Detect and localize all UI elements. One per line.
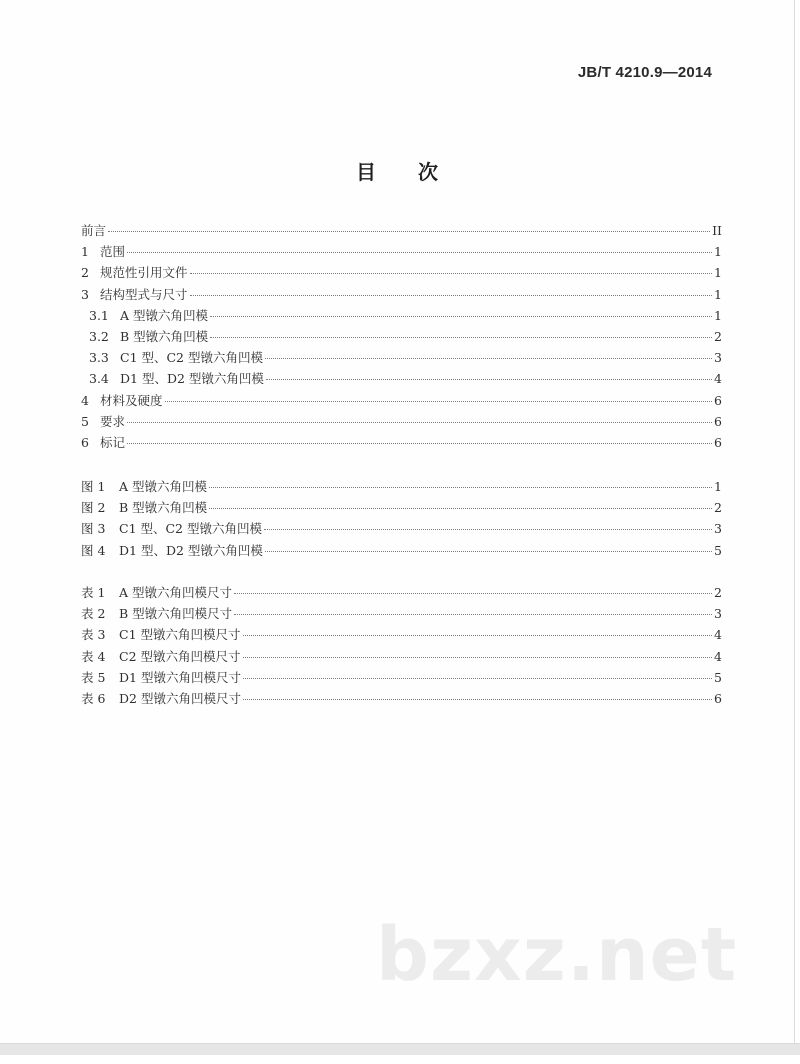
table-entry[interactable] xyxy=(81,667,722,688)
dot-leader xyxy=(210,337,712,338)
figure-entry[interactable] xyxy=(81,476,722,497)
toc-number: 3.2 xyxy=(89,328,109,344)
table-number: 表 4 xyxy=(81,648,106,664)
toc-entry[interactable] xyxy=(81,432,722,453)
dot-leader xyxy=(234,593,712,594)
dot-leader xyxy=(243,678,712,679)
dot-leader xyxy=(243,657,713,658)
toc-number: 3.4 xyxy=(89,371,109,387)
toc-page-number: 1 xyxy=(714,244,722,260)
dot-leader xyxy=(265,551,712,552)
table-entry[interactable] xyxy=(81,582,722,603)
toc-label: 标记 xyxy=(100,434,126,450)
toc-number: 6 xyxy=(81,434,89,450)
table-number: 表 5 xyxy=(81,669,106,685)
toc-label: 材料及硬度 xyxy=(100,392,163,408)
dot-leader xyxy=(108,231,710,232)
table-page-number: 3 xyxy=(714,606,722,622)
figure-entry[interactable] xyxy=(81,518,722,539)
toc-number: 4 xyxy=(81,392,89,408)
title-char-2: 次 xyxy=(418,160,438,184)
table-page-number: 4 xyxy=(714,648,722,664)
toc-entry[interactable] xyxy=(81,390,722,411)
table-label: C2 型镦六角凹模尺寸 xyxy=(119,648,241,664)
toc-page-number: 6 xyxy=(714,392,722,408)
toc-number: 3.3 xyxy=(89,350,109,366)
table-entry[interactable] xyxy=(81,646,722,667)
table-page-number: 6 xyxy=(714,690,722,706)
dot-leader xyxy=(127,252,712,253)
dot-leader xyxy=(243,635,713,636)
title-char-1: 目 xyxy=(356,160,376,184)
table-number: 表 2 xyxy=(81,606,106,622)
toc-page-number: 1 xyxy=(714,265,722,281)
toc-page-number: 6 xyxy=(714,434,722,450)
toc-label: 结构型式与尺寸 xyxy=(100,286,188,302)
table-label: C1 型镦六角凹模尺寸 xyxy=(119,627,241,643)
table-label: B 型镦六角凹模尺寸 xyxy=(119,606,233,622)
figures-list xyxy=(81,476,722,561)
dot-leader xyxy=(209,487,712,488)
table-entry[interactable] xyxy=(81,603,722,624)
toc-page-number: 1 xyxy=(714,307,722,323)
toc-entry[interactable] xyxy=(81,411,722,432)
toc-number: 1 xyxy=(81,244,89,260)
toc-subentry[interactable] xyxy=(81,347,722,368)
toc-page-number: 3 xyxy=(714,350,722,366)
toc-entry-foreword[interactable] xyxy=(81,220,722,241)
toc-label: 规范性引用文件 xyxy=(100,265,188,281)
toc-page-number: 6 xyxy=(714,413,722,429)
toc-page-number: 1 xyxy=(714,286,722,302)
figure-number: 图 4 xyxy=(81,542,106,558)
dot-leader xyxy=(127,443,712,444)
page-title xyxy=(356,156,438,185)
figure-label: D1 型、D2 型镦六角凹模 xyxy=(119,542,263,558)
table-page-number: 2 xyxy=(714,585,722,600)
toc-entry[interactable] xyxy=(81,284,722,305)
toc-label: B 型镦六角凹模 xyxy=(120,328,209,344)
figure-label: C1 型、C2 型镦六角凹模 xyxy=(119,521,262,537)
toc-page-number: 2 xyxy=(714,328,722,344)
dot-leader xyxy=(165,401,712,402)
toc-number: 2 xyxy=(81,265,89,281)
next-page-edge xyxy=(0,1055,800,1064)
toc-label: 要求 xyxy=(100,413,126,429)
dot-leader xyxy=(264,529,712,530)
figure-entry[interactable] xyxy=(81,540,722,561)
toc-number: 3.1 xyxy=(89,307,109,323)
dot-leader xyxy=(210,316,712,317)
table-number: 表 3 xyxy=(81,627,106,643)
figure-page-number: 2 xyxy=(714,500,722,516)
figure-page-number: 5 xyxy=(714,542,722,558)
toc-label: 前言 xyxy=(81,223,107,238)
tables-list xyxy=(81,582,722,709)
table-number: 表 6 xyxy=(81,690,106,706)
figure-label: A 型镦六角凹模 xyxy=(119,479,208,494)
dot-leader xyxy=(265,358,712,359)
toc-label: A 型镦六角凹模 xyxy=(120,307,209,323)
toc-page-number: II xyxy=(712,223,722,238)
dot-leader xyxy=(234,614,712,615)
table-number: 表 1 xyxy=(81,585,106,600)
toc-entry[interactable] xyxy=(81,241,722,262)
toc-subentry[interactable] xyxy=(81,326,722,347)
figure-number: 图 2 xyxy=(81,500,106,516)
table-page-number: 4 xyxy=(714,627,722,643)
figure-entry[interactable] xyxy=(81,497,722,518)
dot-leader xyxy=(209,508,712,509)
dot-leader xyxy=(190,295,712,296)
standard-code: JB/T 4210.9—2014 xyxy=(577,64,712,81)
figure-number: 图 1 xyxy=(81,479,106,494)
table-label: A 型镦六角凹模尺寸 xyxy=(119,585,233,600)
table-entry[interactable] xyxy=(81,688,722,709)
dot-leader xyxy=(266,379,712,380)
toc-subentry[interactable] xyxy=(81,368,722,389)
figure-number: 图 3 xyxy=(81,521,106,537)
figure-page-number: 3 xyxy=(714,521,722,537)
watermark-text: bzxz.net xyxy=(376,912,738,998)
toc-label: C1 型、C2 型镦六角凹模 xyxy=(120,350,263,366)
toc-number: 5 xyxy=(81,413,89,429)
toc-entry[interactable] xyxy=(81,262,722,283)
dot-leader xyxy=(190,273,712,274)
figure-label: B 型镦六角凹模 xyxy=(119,500,208,516)
contents-list xyxy=(81,220,722,453)
toc-page-number: 4 xyxy=(714,371,722,387)
dot-leader xyxy=(243,699,712,700)
table-page-number: 5 xyxy=(714,669,722,685)
table-entry[interactable] xyxy=(81,624,722,645)
toc-subentry[interactable] xyxy=(81,305,722,326)
toc-label: 范围 xyxy=(100,244,126,260)
toc-number: 3 xyxy=(81,286,89,302)
table-label: D2 型镦六角凹模尺寸 xyxy=(119,690,241,706)
dot-leader xyxy=(127,422,712,423)
toc-label: D1 型、D2 型镦六角凹模 xyxy=(120,371,264,387)
table-label: D1 型镦六角凹模尺寸 xyxy=(119,669,241,685)
figure-page-number: 1 xyxy=(714,479,722,494)
